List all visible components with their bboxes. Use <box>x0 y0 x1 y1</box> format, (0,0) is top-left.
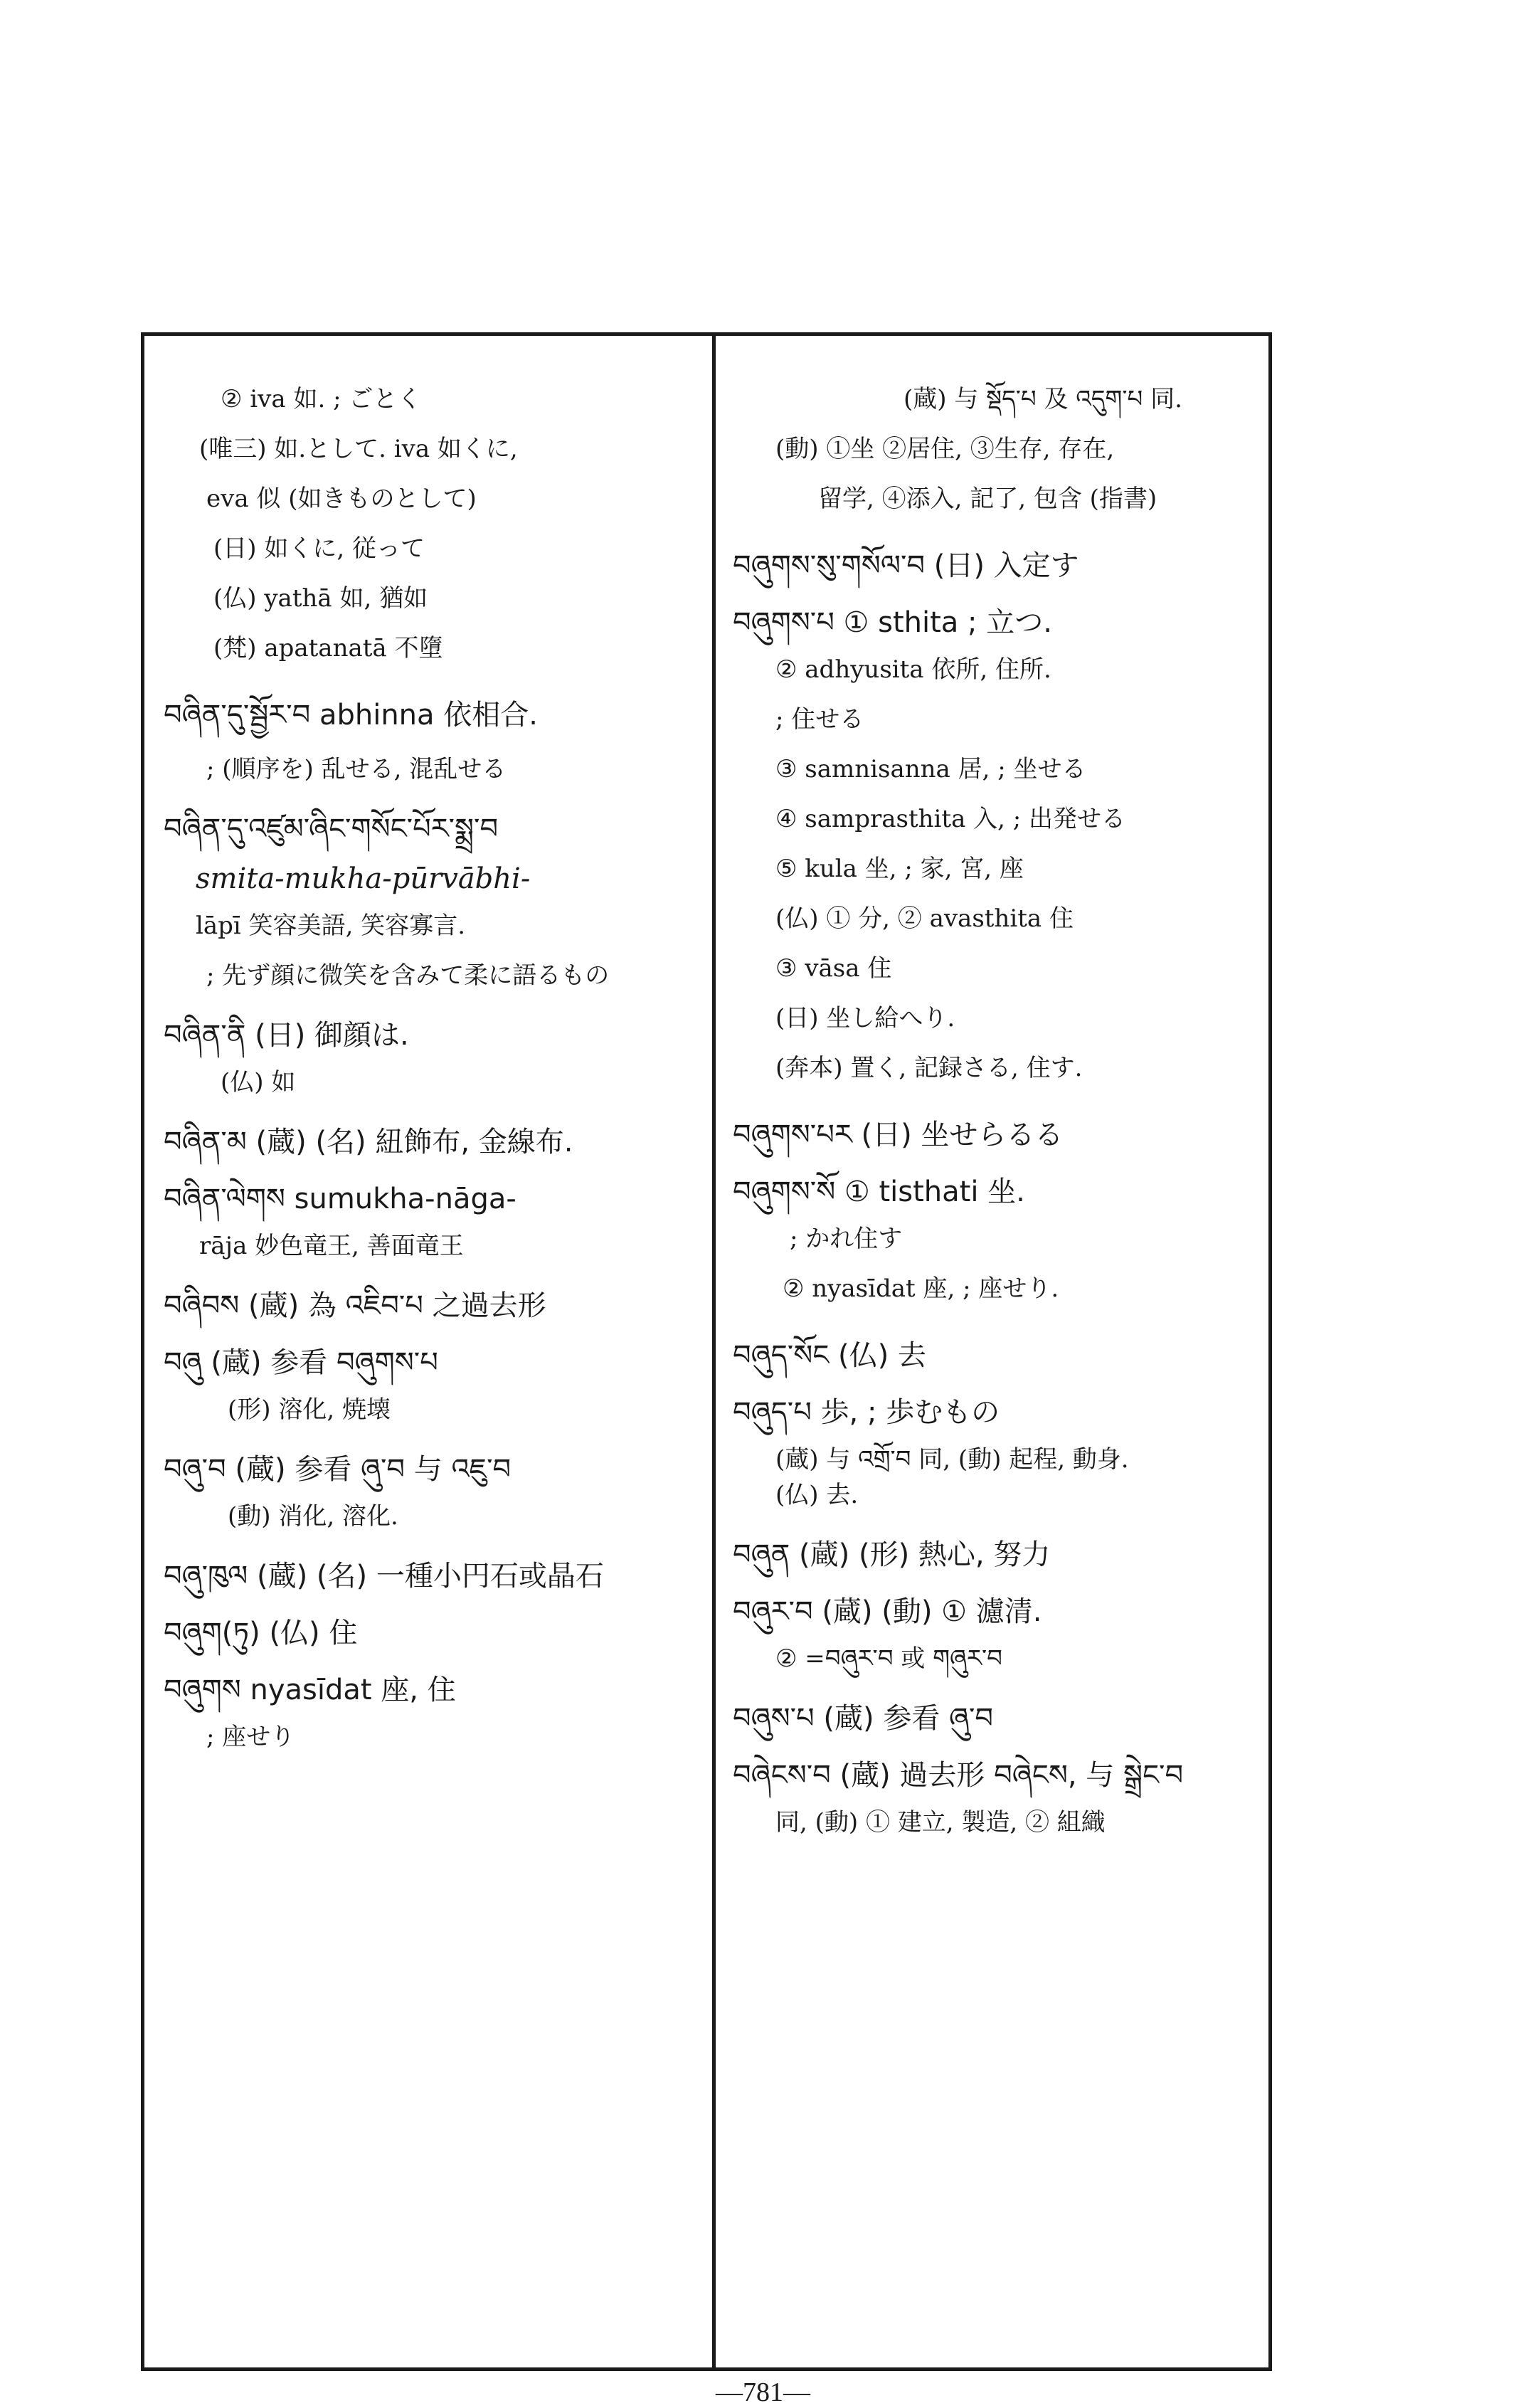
headword-line: བཞུགས་སུ་གསོལ་བ (日) 入定す <box>733 549 1079 582</box>
headword-line: བཞིན་ནི (日) 御顔は. <box>164 1019 409 1052</box>
entry-line: smita-mukha-pūrvābhi- <box>196 862 531 895</box>
entry-line: (唯三) 如.として. iva 如くに, <box>199 435 518 463</box>
headword-line: བཞུག(ཏུ) (仏) 住 <box>164 1617 358 1649</box>
headword-line: བཞིན་དུ་སྦྱོར་བ abhinna 依相合. <box>164 699 538 732</box>
entry-line: 留学, ④添入, 記了, 包含 (指書) <box>818 485 1157 513</box>
entry-line: (奔本) 置く, 記録さる, 住す. <box>775 1054 1083 1082</box>
headword-line: བཞིན་ལེགས sumukha-nāga- <box>164 1183 516 1215</box>
entry-line: ② nyasīdat 座, ; 座せり. <box>783 1274 1059 1303</box>
headword-line: བཞིབས (蔵) 為 འཇིབ་པ 之過去形 <box>164 1289 546 1322</box>
headword-line: བཞུད་སོང (仏) 去 <box>733 1339 926 1372</box>
headword-line: བཞུགས་པ ① sthita ; 立つ. <box>733 606 1052 639</box>
headword-line: བཞུགས nyasīdat 座, 住 <box>164 1674 456 1706</box>
entry-line: (蔵) 与 འགྲོ་བ 同, (動) 起程, 動身. <box>775 1445 1129 1474</box>
entry-line: (仏) 去. <box>775 1481 859 1509</box>
entry-line: ⑤ kula 坐, ; 家, 宮, 座 <box>775 855 1024 883</box>
headword-line: བཞིན་དུ་འཛུམ་ཞིང་གསོང་པོར་སྨྲ་བ <box>164 813 499 845</box>
headword-line: བཞུད་པ 歩, ; 歩むもの <box>733 1396 1000 1429</box>
headword-line: བཞུ་བ (蔵) 参看 ཞུ་བ 与 འཇུ་བ <box>164 1453 512 1486</box>
entry-line: (蔵) 与 སྡོད་པ 及 འདུག་པ 同. <box>904 385 1182 413</box>
headword-line: བཞུན (蔵) (形) 熱心, 努力 <box>733 1538 1051 1571</box>
entry-line: (形) 溶化, 焼壊 <box>228 1395 391 1424</box>
entry-line: (日) 如くに, 従って <box>213 534 425 563</box>
headword-line: བཞིན་མ (蔵) (名) 紐飾布, 金線布. <box>164 1126 573 1158</box>
headword-line: བཞུ་ཁུལ (蔵) (名) 一種小円石或晶石 <box>164 1560 604 1593</box>
entry-line: (動) 消化, 溶化. <box>228 1502 398 1531</box>
entry-line: ; 先ず顔に微笑を含みて柔に語るもの <box>206 961 610 990</box>
headword-line: བཞེངས་བ (蔵) 過去形 བཞེངས, 与 སྒྲེང་བ <box>733 1759 1184 1792</box>
headword-line: བཞུས་པ (蔵) 参看 ཞུ་བ <box>733 1702 994 1735</box>
entry-line: ; (順序を) 乱せる, 混乱せる <box>206 755 507 783</box>
entry-line: lāpī 笑容美語, 笑容寡言. <box>196 912 466 940</box>
entry-line: ; 住せる <box>775 705 864 734</box>
entry-line: (仏) yathā 如, 猶如 <box>213 584 428 613</box>
headword-line: བཞུ (蔵) 参看 བཞུགས་པ <box>164 1346 438 1379</box>
entry-line: (動) ①坐 ②居住, ③生存, 存在, <box>775 435 1115 463</box>
entry-line: (仏) ① 分, ② avasthita 住 <box>775 904 1074 933</box>
entry-line: ② =བཞུར་བ 或 གཞུར་བ <box>775 1644 1002 1673</box>
entry-line: eva 似 (如きものとして) <box>206 485 477 513</box>
page-number: —781— <box>716 2377 810 2407</box>
headword-line: བཞུར་བ (蔵) (動) ① 濾清. <box>733 1595 1042 1628</box>
entry-line: ; かれ住す <box>790 1225 903 1253</box>
entry-line: (仏) 如 <box>221 1068 296 1097</box>
entry-line: rāja 妙色竜王, 善面竜王 <box>199 1232 464 1260</box>
entry-line: (梵) apatanatā 不墮 <box>213 634 443 662</box>
entry-line: ③ vāsa 住 <box>775 954 892 983</box>
entry-line: ② adhyusita 依所, 住所. <box>775 655 1051 684</box>
entry-line: 同, (動) ① 建立, 製造, ② 組織 <box>775 1808 1106 1837</box>
entry-line: ; 座せり <box>206 1723 295 1751</box>
entry-line: ④ samprasthita 入, ; 出発せる <box>775 805 1126 833</box>
headword-line: བཞུགས་སོ ① tisthati 坐. <box>733 1176 1025 1208</box>
entry-line: ② iva 如. ; ごとく <box>221 385 422 413</box>
entry-line: (日) 坐し給へり. <box>775 1004 955 1033</box>
entry-line: ③ samnisanna 居, ; 坐せる <box>775 755 1086 783</box>
headword-line: བཞུགས་པར (日) 坐せらるる <box>733 1119 1064 1151</box>
column-divider <box>712 332 716 2371</box>
